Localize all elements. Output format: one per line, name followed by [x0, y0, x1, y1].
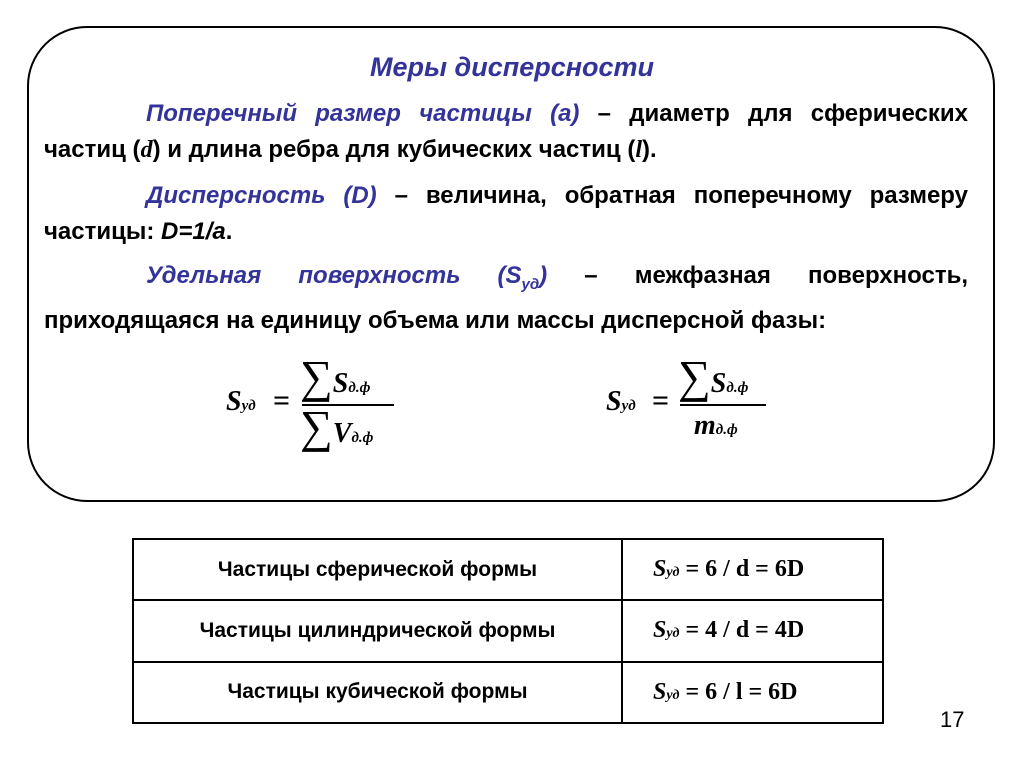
- var-l: l: [635, 137, 642, 163]
- fl-eq: =: [273, 384, 291, 417]
- fl-num-sum: ∑: [300, 351, 333, 402]
- fl-den-sub: д.ф: [351, 430, 374, 446]
- term-particle-size: Поперечный размер частицы (а): [146, 100, 580, 127]
- term-s: Удельная поверхность (S: [146, 262, 522, 289]
- var-d: d: [140, 137, 153, 163]
- fl-den-var: V: [332, 418, 352, 449]
- shape-label: Частицы цилиндрической формы: [133, 600, 622, 661]
- table-row: [133, 600, 883, 661]
- formula-rhs: = 4 / d = 4D: [679, 617, 805, 644]
- para1-text-a: – диаметр для сферических частиц (: [44, 100, 968, 163]
- fr-num-var: S: [710, 368, 727, 399]
- formula-d: D=1/a: [161, 218, 226, 245]
- term-sub: уд: [521, 275, 540, 293]
- fl-den-sum: ∑: [300, 401, 333, 452]
- shape-formula: [622, 600, 883, 661]
- para2-text-a: – величина, обратная поперечному размеру частицы:: [44, 182, 968, 245]
- fr-den-sub: д.ф: [715, 422, 738, 438]
- fl-lhs-sub: уд: [241, 398, 256, 414]
- para1-text-b: ) и длина ребра для кубических частиц (: [152, 136, 636, 163]
- formula-sub: уд: [666, 565, 680, 581]
- fr-den-var: m: [694, 410, 716, 441]
- fl-lhs: S: [226, 386, 242, 417]
- fl-num-var: S: [332, 368, 349, 399]
- fr-num-sub: д.ф: [726, 380, 749, 396]
- formula-s: S: [653, 556, 667, 583]
- shape-formula-table: [132, 538, 884, 724]
- term-specific-surface: [146, 262, 548, 293]
- table-row: [133, 662, 883, 723]
- paragraph-particle-size: [44, 96, 968, 168]
- para1-text-c: ).: [642, 136, 657, 163]
- page-number: 17: [940, 707, 965, 732]
- formula-sub: уд: [666, 626, 680, 642]
- para2-text-b: .: [225, 218, 233, 245]
- shape-formula: [622, 662, 883, 723]
- shape-label: Частицы сферической формы: [133, 539, 622, 600]
- shape-label: Частицы кубической формы: [133, 662, 622, 723]
- formula-sub: уд: [666, 687, 680, 703]
- paragraph-dispersity: [44, 178, 968, 250]
- paragraph-specific-surface: [44, 258, 968, 339]
- slide-title: Меры дисперсности: [369, 52, 655, 82]
- term-close: ): [539, 262, 548, 289]
- fr-fraction-bar: [680, 404, 766, 406]
- formula-s: S: [653, 678, 667, 705]
- formula-s: S: [653, 617, 667, 644]
- table-row: [133, 539, 883, 600]
- fr-eq: =: [652, 384, 670, 417]
- fr-lhs-sub: уд: [621, 398, 636, 414]
- para3-text: – межфазная поверхность, приходящаяся на единицу объема или массы дисперсной фазы:: [44, 262, 968, 334]
- fr-lhs: S: [606, 386, 622, 417]
- formula-rhs: = 6 / d = 6D: [679, 556, 805, 583]
- shape-formula: [622, 539, 883, 600]
- formula-rhs: = 6 / l = 6D: [679, 678, 798, 705]
- term-dispersity: Дисперсность (D): [146, 182, 377, 209]
- fl-num-sub: д.ф: [348, 380, 371, 396]
- fr-num-sum: ∑: [678, 351, 711, 402]
